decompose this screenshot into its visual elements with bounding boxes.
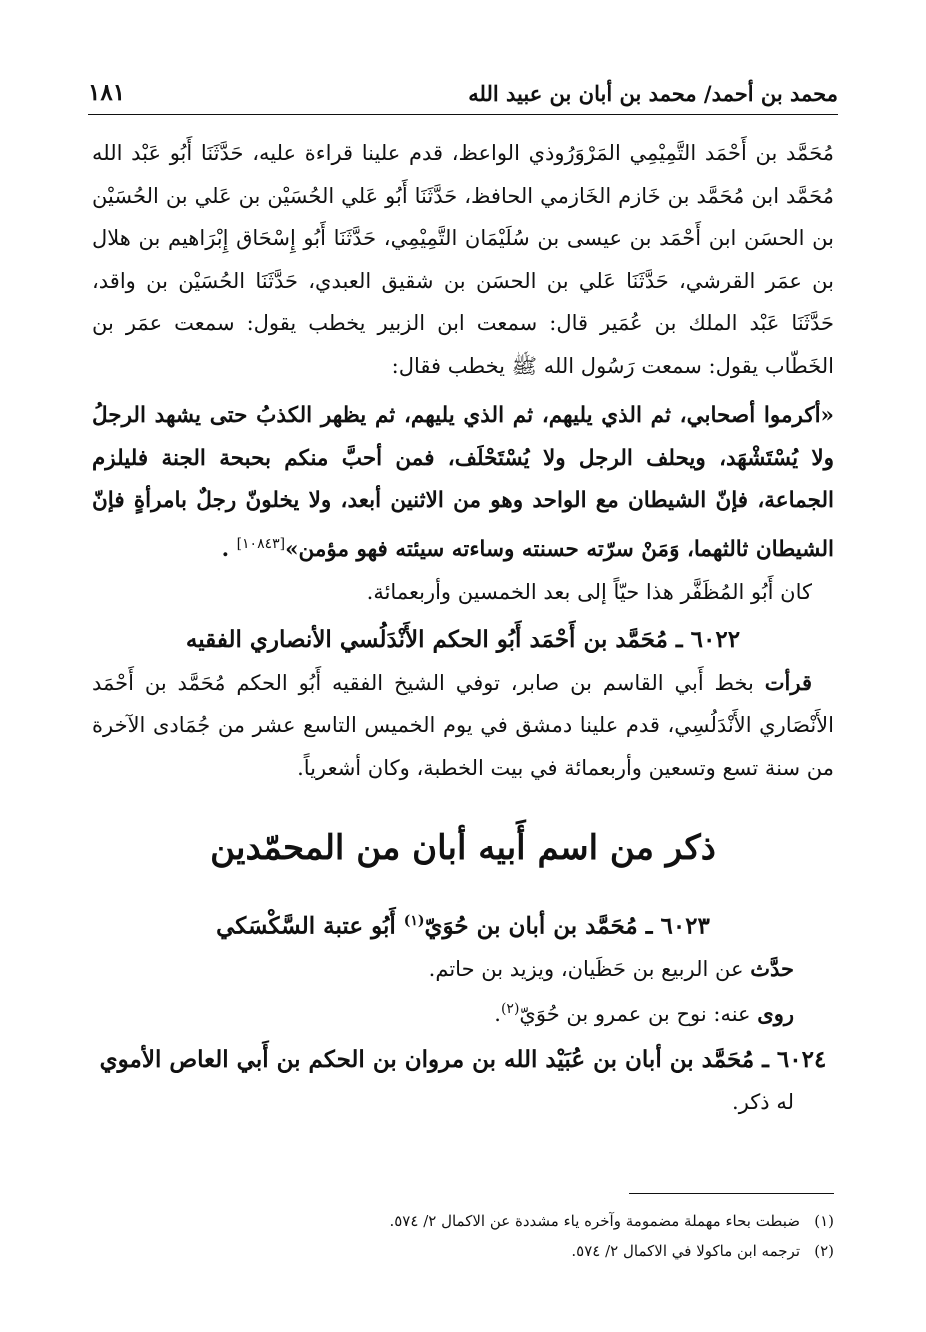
page-number: ١٨١ — [88, 79, 126, 106]
running-title: محمد بن أحمد/ محمد بن أبان بن عبيد الله — [468, 81, 838, 106]
footnote-mark-1: (١) — [403, 913, 425, 930]
entry-6023-title-main: ٦٠٢٣ ـ مُحَمَّد بن أبان بن حُوَيّ — [424, 912, 710, 940]
entry-6023-title-kunya: أَبُو عتبة السَّكْسَكي — [216, 912, 404, 940]
entry-6023-title — [92, 899, 834, 949]
entry-6023-transmitted — [92, 989, 834, 1034]
entry-6022-title: ٦٠٢٢ ـ مُحَمَّد بن أَحْمَد أَبُو الحكم الأَنْدَلُسي الأنصاري الفقيه — [185, 625, 741, 653]
footnote-1 — [92, 1206, 834, 1236]
entry-6024-text: له ذكر. — [732, 1089, 794, 1114]
page-body — [92, 132, 834, 1122]
footnote-mark-2: (٢) — [500, 1000, 520, 1017]
hadith-reference: [١٠٨٤٣] — [236, 535, 286, 552]
entry-6023-transmitted-lead: روى — [757, 1000, 794, 1026]
entry-6023-transmitted-text: عنه: نوح بن عمرو بن حُوَيّ — [519, 1001, 758, 1026]
entry-6023-narrated — [92, 949, 834, 989]
entry-6023-transmitted-end: . — [494, 1001, 501, 1026]
note-line: كان أَبُو المُظَفَّر هذا حيّاً إلى بعد الخمسين وأربعمائة. — [366, 580, 812, 605]
footnote-2 — [92, 1236, 834, 1266]
isnad-paragraph: مُحَمَّد بن أَحْمَد التَّمِيْمِي المَرْوَرُوذي الواعظ، قدم علينا قراءة عليه، حَدَّثَنَا أَبُو عَبْد الله مُحَمَّد ابن مُحَمَّد بن خَازم الخَازمي الحافظ، حَدَّثَنَا أَبُو عَلي الحُسَيْن بن عَلي بن الحُسَيْن بن الحسَن ابن أَحْمَد بن عيسى بن سُلَيْمَان التَّمِيْمِي، حَدَّثَنَا أَبُو إِسْحَاق إِبْرَاهيم بن هلال بن عمَر القرشي، حَدَّثَنَا عَلي بن الحسَن بن شقيق العبدي، حَدَّثَنَا الحُسَيْن بن واقد، حَدَّثَنَا عَبْد الملك بن عُمَير قال: سمعت ابن الزبير يخطب يقول: سمعت عمَر بن الخَطّاب يقول: سمعت رَسُول الله ﷺ يخطب فقال: — [92, 141, 834, 378]
footnote-1-text: ضبطت بحاء مهملة مضمومة وآخره ياء مشددة عن الاكمال ٢/ ٥٧٤. — [389, 1212, 800, 1230]
entry-6023-narrated-text: عن الربيع بن حَظَيان، ويزيد بن حاتم. — [428, 956, 751, 981]
entry-6023-narrated-lead: حدَّث — [750, 955, 794, 981]
entry-6022-lead: قرأت — [764, 669, 812, 695]
running-header — [88, 70, 838, 106]
entry-6022-text — [92, 662, 834, 790]
entry-6022-body: بخط أَبي القاسم بن صابر، توفي الشيخ الفقيه أَبُو الحكم مُحَمَّد بن أَحْمَد الأَنْصَاري الأَنْدَلُسِي، قدم علينا دمشق في يوم الخميس التاسع عشر من جُمَادى الآخرة من سنة تسع وتسعين وأربعمائة في بيت الخطبة، وكان أشعرياً. — [92, 670, 834, 780]
footnote-1-number: (١) — [814, 1212, 834, 1230]
section-title: ذكر من اسم أَبيه أبان من المحمّدين — [210, 828, 716, 869]
footnote-rule — [629, 1193, 834, 1194]
footnote-2-text: ترجمه ابن ماكولا في الاكمال ٢/ ٥٧٤. — [571, 1242, 800, 1260]
footnotes — [92, 1206, 834, 1266]
entry-6024-title: ٦٠٢٤ ـ مُحَمَّد بن أبان بن عُبَيْد الله بن مروان بن الحكم بن أَبي العاص الأموي — [99, 1045, 827, 1073]
hadith-text — [92, 395, 834, 571]
hadith-end: . — [221, 536, 230, 562]
header-rule — [88, 114, 838, 115]
footnote-2-number: (٢) — [814, 1242, 834, 1260]
hadith-body: «أكرموا أصحابي، ثم الذي يليهم، ثم الذي يليهم، ثم يظهر الكذبُ حتى يشهد الرجلُ ولا يُسْتَشْهَد، ويحلف الرجل ولا يُسْتَحْلَف، فمن أحبَّ منكم بحبحة الجنة فليلزم الجماعة، فإنّ الشيطان مع الواحد وهو من الاثنين أبعد، ولا يخلونّ رجلٌ بامرأةٍ فإنّ الشيطان ثالثهما، وَمَنْ سرّته حسنته وساءته سيئته فهو مؤمن» — [92, 403, 834, 562]
